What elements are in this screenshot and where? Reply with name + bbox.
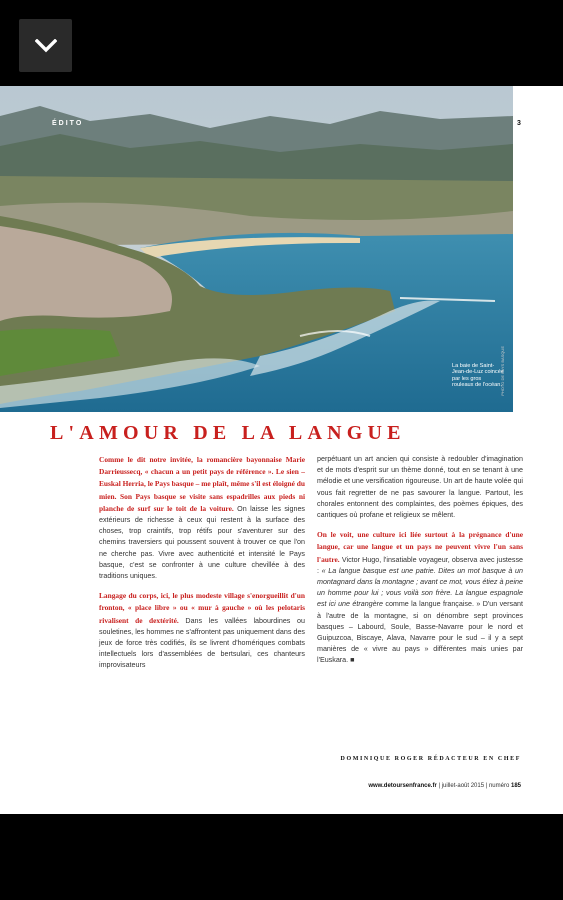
body-text: Dans les vallées labourdines ou souletines, les hommes ne s'affrontent pas uniquement dans des jeux de force très codifiés, ils se livrent d'homériques combats intellectuels lors d'assemblées de bertsulari, ces chanteurs improvisateurs: [99, 616, 305, 670]
section-label: ÉDITO: [52, 120, 84, 127]
footer-issue: | juillet-août 2015 | numéro: [436, 783, 511, 789]
chevron-down-icon: [35, 39, 57, 53]
back-button[interactable]: [19, 19, 72, 72]
paragraph: [99, 590, 305, 671]
article-column-right: [317, 454, 523, 675]
article-column-left: [99, 454, 305, 680]
lead-text: Comme le dit notre invitée, la romancière bayonnaise Marie Darrieussecq, « chacun a un petit pays de référence ». Le sien – Euskal Herria, le Pays basque – me plaît, même s'il est éloigné du mien. Son Pays basque se visite sans espadrilles aux pieds ni planche de surf sur le toit de la voiture.: [99, 455, 305, 513]
body-text: Victor Hugo, l'insatiable voyageur, observa avec justesse :: [317, 555, 523, 575]
footer-page-number: 185: [510, 783, 521, 789]
article-title: L'AMOUR DE LA LANGUE: [50, 422, 406, 444]
paragraph: [99, 454, 305, 582]
author-signature: DOMINIQUE ROGER RÉDACTEUR EN CHEF: [340, 756, 521, 762]
quote-text: « La langue basque est une patrie. Dites un mot basque à un montagnard dans la montagne ; avant ce mot, vous étiez à peine un homme pour lui ; vous voilà son frère. La langue espagnole est ici une étrangère: [317, 566, 523, 609]
photo-credit: PHOTO DE PAYS BASQUE: [500, 346, 505, 396]
cover-photo: [0, 86, 513, 412]
page-number: 3: [517, 120, 521, 127]
photo-caption: La baie de Saint-Jean-de-Luz coincée par les gros rouleaux de l'océan.: [452, 363, 504, 389]
body-text: On laisse les signes extérieurs de richesse à ceux qui restent à la surface des choses, trop craintifs, trop rétifs pour s'aventurer sur des chemins traversiers qui poussent souvent à trouver ce que l'on ne cherche pas. Vivre avec authenticité et intensité le Pays basque, c'est se confronter à une culture chevillée à des traditions uniques.: [99, 504, 305, 581]
page-footer: [368, 783, 521, 789]
footer-site: www.detoursenfrance.fr: [368, 783, 437, 789]
paragraph: [317, 529, 523, 666]
paragraph: perpétuant un art ancien qui consiste à redoubler d'imagination et de mots d'esprit sur un thème donné, tout en se tenant à une mélodie et une versification rigoureuse. Un art de haute volée qui vous fait regretter de ne pas savourer la langue. Partout, les chorales entonnent des complaintes, des poèmes épiques, des cantiques où profane et religieux se mêlent.: [317, 455, 524, 520]
body-text: comme la langue française. » D'un versant à l'autre de la montagne, si on dénombre sept provinces basques – Labourd, Soule, Basse-Navarre pour le nord et Guipuzcoa, Biscaye, Alava, Navarre pour le sud – il y a sept manières de « vivre au pays » différentes mais unies par l'Euskara. ■: [317, 600, 524, 665]
lead-text: Langage du corps, ici, le plus modeste village s'enorgueillit d'un fronton, « place libre » ou « mur à gauche » où les pelotaris rivalisent de dextérité.: [99, 591, 305, 625]
lead-text: On le voit, une culture ici liée surtout à la prégnance d'une langue, car une langue et un pays ne peuvent vivre l'un sans l'autre.: [317, 530, 523, 564]
magazine-page: [0, 86, 563, 814]
